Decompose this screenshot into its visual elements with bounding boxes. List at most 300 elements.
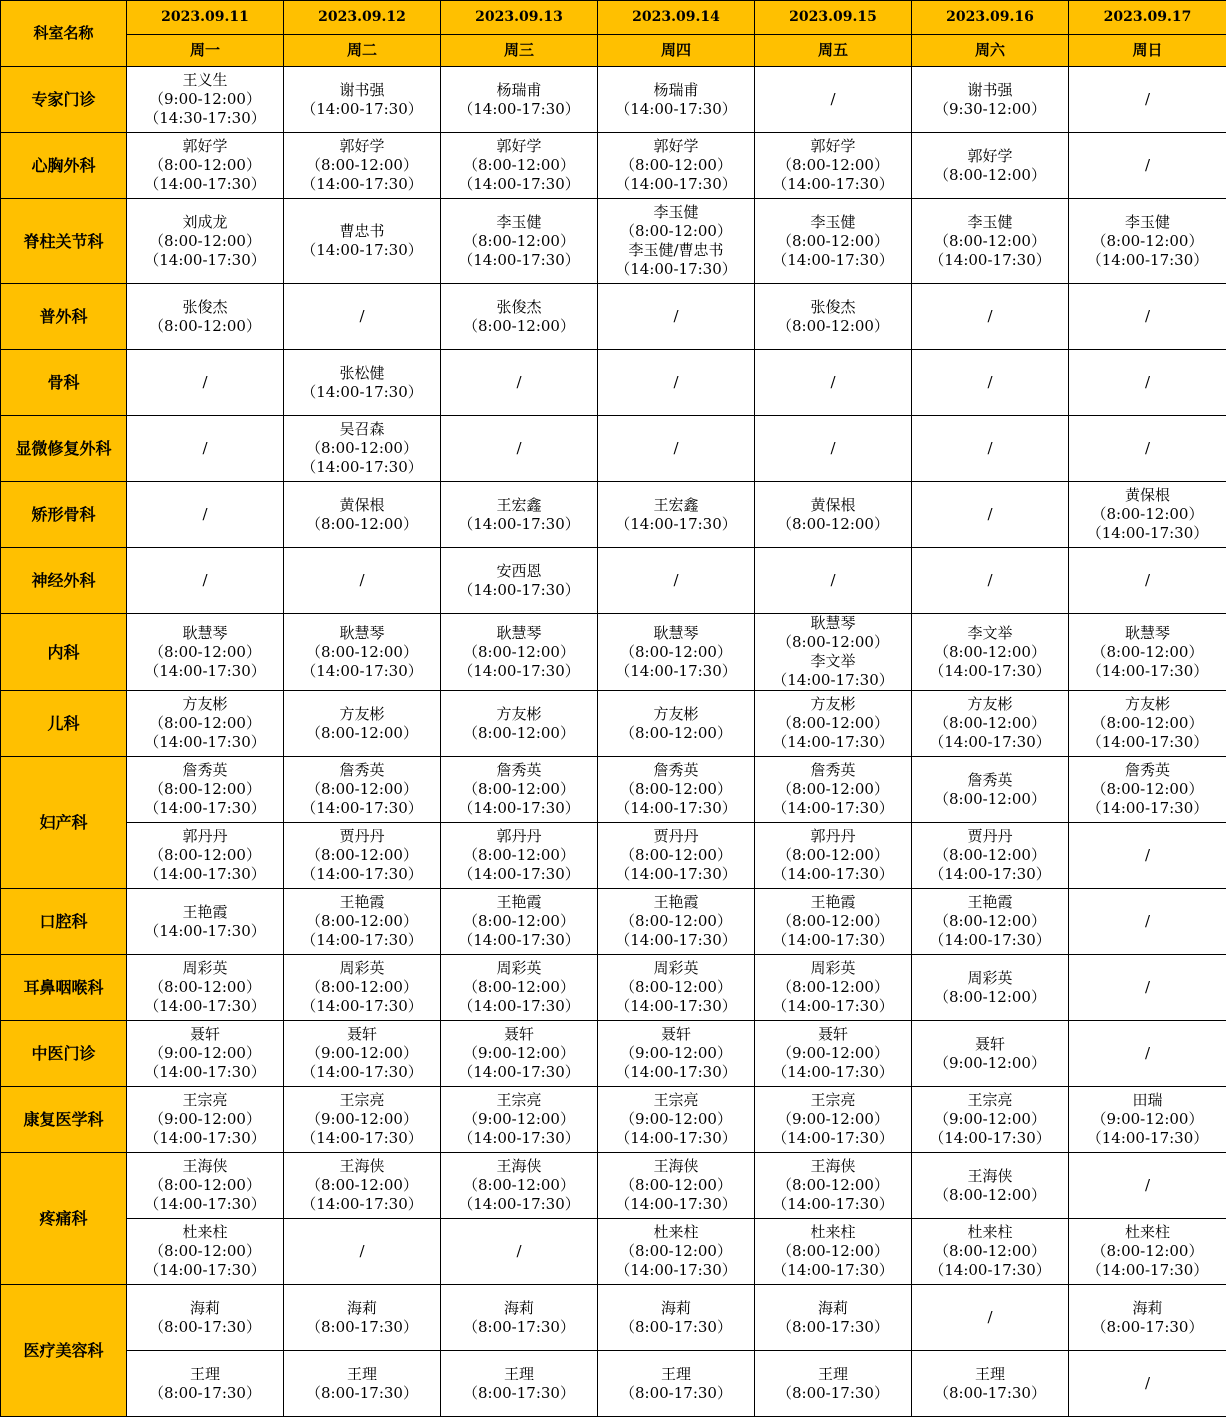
schedule-cell	[598, 691, 755, 757]
schedule-cell-text: 方友彬 （8:00-12:00） （14:00-17:30）	[755, 695, 911, 752]
schedule-cell-text: 王海侠 （8:00-12:00） （14:00-17:30）	[755, 1157, 911, 1214]
schedule-cell	[284, 1351, 441, 1417]
schedule-cell-text: 杜来柱 （8:00-12:00） （14:00-17:30）	[127, 1223, 283, 1280]
schedule-cell-text: 方友彬 （8:00-12:00）	[284, 705, 440, 743]
schedule-cell	[127, 1087, 284, 1153]
schedule-cell	[1069, 757, 1226, 823]
schedule-cell-text: /	[284, 571, 440, 590]
schedule-cell	[284, 1285, 441, 1351]
schedule-cell-text: /	[755, 571, 911, 590]
schedule-cell-text: 李玉健 （8:00-12:00） （14:00-17:30）	[912, 213, 1068, 270]
date-header: 2023.09.13	[441, 1, 598, 35]
schedule-cell	[598, 1021, 755, 1087]
schedule-cell	[912, 1087, 1069, 1153]
schedule-cell	[598, 548, 755, 614]
schedule-cell-text: 黄保根 （8:00-12:00） （14:00-17:30）	[1069, 486, 1226, 543]
schedule-row	[1, 823, 1226, 889]
weekday-header: 周三	[441, 35, 598, 67]
department-name: 矫形骨科	[1, 482, 127, 548]
schedule-cell	[441, 416, 598, 482]
schedule-cell	[284, 691, 441, 757]
schedule-cell-text: /	[127, 439, 283, 458]
department-name: 心胸外科	[1, 133, 127, 199]
schedule-cell	[912, 823, 1069, 889]
weekday-header: 周六	[912, 35, 1069, 67]
date-header: 2023.09.12	[284, 1, 441, 35]
schedule-cell-text: 方友彬 （8:00-12:00） （14:00-17:30）	[1069, 695, 1226, 752]
schedule-cell-text: 王宗亮 （9:00-12:00） （14:00-17:30）	[127, 1091, 283, 1148]
schedule-cell-text: 李文举 （8:00-12:00） （14:00-17:30）	[912, 624, 1068, 681]
schedule-cell-text: 詹秀英 （8:00-12:00） （14:00-17:30）	[755, 761, 911, 818]
schedule-cell	[912, 67, 1069, 133]
schedule-cell	[755, 199, 912, 284]
schedule-cell-text: 郭好学 （8:00-12:00） （14:00-17:30）	[284, 137, 440, 194]
schedule-cell-text: /	[1069, 1044, 1226, 1063]
schedule-cell	[441, 350, 598, 416]
schedule-cell-text: 王宗亮 （9:00-12:00） （14:00-17:30）	[284, 1091, 440, 1148]
schedule-cell-text: 王海侠 （8:00-12:00） （14:00-17:30）	[441, 1157, 597, 1214]
schedule-cell-text: 张俊杰 （8:00-12:00）	[441, 298, 597, 336]
schedule-cell-text: 郭丹丹 （8:00-12:00） （14:00-17:30）	[441, 827, 597, 884]
schedule-cell-text: /	[1069, 846, 1226, 865]
schedule-cell	[284, 889, 441, 955]
schedule-cell	[284, 1087, 441, 1153]
schedule-cell	[1069, 548, 1226, 614]
schedule-cell	[127, 955, 284, 1021]
schedule-cell-text: 周彩英 （8:00-12:00） （14:00-17:30）	[127, 959, 283, 1016]
schedule-cell	[598, 757, 755, 823]
schedule-cell	[1069, 199, 1226, 284]
schedule-cell	[284, 350, 441, 416]
schedule-cell-text: 王海侠 （8:00-12:00） （14:00-17:30）	[598, 1157, 754, 1214]
schedule-cell-text: 杜来柱 （8:00-12:00） （14:00-17:30）	[1069, 1223, 1226, 1280]
schedule-cell	[912, 955, 1069, 1021]
schedule-cell-text: 方友彬 （8:00-12:00）	[598, 705, 754, 743]
schedule-cell-text: 王海侠 （8:00-12:00） （14:00-17:30）	[127, 1157, 283, 1214]
schedule-cell-text: 郭好学 （8:00-12:00） （14:00-17:30）	[127, 137, 283, 194]
schedule-cell-text: 杜来柱 （8:00-12:00） （14:00-17:30）	[598, 1223, 754, 1280]
schedule-cell-text: /	[1069, 1374, 1226, 1393]
schedule-cell	[127, 199, 284, 284]
schedule-cell	[755, 548, 912, 614]
schedule-cell	[127, 757, 284, 823]
schedule-cell	[127, 1285, 284, 1351]
schedule-cell-text: 郭好学 （8:00-12:00） （14:00-17:30）	[755, 137, 911, 194]
schedule-cell	[755, 823, 912, 889]
schedule-cell-text: 张俊杰 （8:00-12:00）	[127, 298, 283, 336]
schedule-cell	[755, 757, 912, 823]
schedule-cell	[755, 350, 912, 416]
schedule-cell-text: 杨瑞甫 （14:00-17:30）	[598, 81, 754, 119]
schedule-cell-text: 王理 （8:00-17:30）	[912, 1365, 1068, 1403]
schedule-cell-text: /	[755, 373, 911, 392]
schedule-cell	[284, 955, 441, 1021]
schedule-cell-text: 周彩英 （8:00-12:00） （14:00-17:30）	[441, 959, 597, 1016]
department-name: 妇产科	[1, 757, 127, 889]
department-name: 骨科	[1, 350, 127, 416]
schedule-cell	[1069, 416, 1226, 482]
schedule-row	[1, 889, 1226, 955]
schedule-cell	[598, 1087, 755, 1153]
header-date-row	[1, 1, 1226, 35]
schedule-cell-text: 聂轩 （9:00-12:00） （14:00-17:30）	[755, 1025, 911, 1082]
schedule-cell	[441, 1021, 598, 1087]
schedule-cell-text: 郭丹丹 （8:00-12:00） （14:00-17:30）	[127, 827, 283, 884]
schedule-cell	[912, 889, 1069, 955]
schedule-cell-text: /	[912, 505, 1068, 524]
schedule-cell	[598, 482, 755, 548]
schedule-cell	[284, 1153, 441, 1219]
schedule-cell-text: 海莉 （8:00-17:30）	[1069, 1299, 1226, 1337]
schedule-cell-text: 王义生 （9:00-12:00） （14:30-17:30）	[127, 71, 283, 128]
schedule-cell	[755, 1351, 912, 1417]
date-header: 2023.09.11	[127, 1, 284, 35]
schedule-cell	[441, 614, 598, 691]
schedule-cell-text: 耿慧琴 （8:00-12:00） （14:00-17:30）	[127, 624, 283, 681]
schedule-cell-text: 杜来柱 （8:00-12:00） （14:00-17:30）	[755, 1223, 911, 1280]
schedule-cell-text: 耿慧琴 （8:00-12:00） （14:00-17:30）	[598, 624, 754, 681]
schedule-cell-text: /	[912, 307, 1068, 326]
schedule-cell-text: 李玉健 （8:00-12:00） （14:00-17:30）	[1069, 213, 1226, 270]
schedule-cell-text: 李玉健 （8:00-12:00） （14:00-17:30）	[755, 213, 911, 270]
schedule-cell-text: 刘成龙 （8:00-12:00） （14:00-17:30）	[127, 213, 283, 270]
schedule-cell-text: 方友彬 （8:00-12:00） （14:00-17:30）	[912, 695, 1068, 752]
schedule-cell-text: 张松健 （14:00-17:30）	[284, 364, 440, 402]
schedule-row	[1, 1087, 1226, 1153]
schedule-cell-text: 王理 （8:00-17:30）	[127, 1365, 283, 1403]
schedule-cell-text: /	[441, 1242, 597, 1261]
schedule-cell	[127, 1021, 284, 1087]
schedule-cell	[1069, 955, 1226, 1021]
schedule-cell-text: /	[441, 439, 597, 458]
schedule-row	[1, 350, 1226, 416]
schedule-row	[1, 199, 1226, 284]
schedule-cell-text: 聂轩 （9:00-12:00） （14:00-17:30）	[284, 1025, 440, 1082]
corner-header: 科室名称	[1, 1, 127, 67]
schedule-cell	[1069, 1351, 1226, 1417]
schedule-cell	[598, 67, 755, 133]
schedule-cell	[755, 1153, 912, 1219]
weekday-header: 周五	[755, 35, 912, 67]
schedule-cell	[598, 350, 755, 416]
schedule-cell	[1069, 614, 1226, 691]
schedule-cell-text: 贾丹丹 （8:00-12:00） （14:00-17:30）	[284, 827, 440, 884]
schedule-cell-text: /	[1069, 156, 1226, 175]
schedule-cell-text: 郭好学 （8:00-12:00） （14:00-17:30）	[598, 137, 754, 194]
department-name: 神经外科	[1, 548, 127, 614]
schedule-cell-text: 王宏鑫 （14:00-17:30）	[598, 496, 754, 534]
schedule-cell	[598, 133, 755, 199]
schedule-cell	[912, 1021, 1069, 1087]
schedule-cell	[441, 1087, 598, 1153]
schedule-cell-text: 王宗亮 （9:00-12:00） （14:00-17:30）	[598, 1091, 754, 1148]
date-header: 2023.09.15	[755, 1, 912, 35]
schedule-cell	[1069, 1219, 1226, 1285]
schedule-cell	[912, 1351, 1069, 1417]
schedule-cell-text: 耿慧琴 （8:00-12:00） 李文举 （14:00-17:30）	[755, 614, 911, 690]
schedule-cell-text: 海莉 （8:00-17:30）	[441, 1299, 597, 1337]
schedule-cell-text: 谢书强 （9:30-12:00）	[912, 81, 1068, 119]
schedule-cell	[284, 284, 441, 350]
schedule-cell-text: 郭丹丹 （8:00-12:00） （14:00-17:30）	[755, 827, 911, 884]
schedule-cell-text: /	[127, 373, 283, 392]
schedule-cell-text: /	[1069, 307, 1226, 326]
schedule-cell	[598, 416, 755, 482]
schedule-cell-text: 耿慧琴 （8:00-12:00） （14:00-17:30）	[284, 624, 440, 681]
schedule-cell	[127, 548, 284, 614]
schedule-row	[1, 416, 1226, 482]
department-name: 普外科	[1, 284, 127, 350]
schedule-cell	[127, 1153, 284, 1219]
schedule-cell-text: /	[598, 307, 754, 326]
schedule-cell-text: 吴召森 （8:00-12:00） （14:00-17:30）	[284, 420, 440, 477]
schedule-cell	[1069, 1153, 1226, 1219]
department-name: 专家门诊	[1, 67, 127, 133]
schedule-cell	[1069, 823, 1226, 889]
schedule-cell-text: /	[1069, 571, 1226, 590]
schedule-cell	[912, 548, 1069, 614]
schedule-cell-text: 王艳霞 （8:00-12:00） （14:00-17:30）	[284, 893, 440, 950]
schedule-cell	[284, 67, 441, 133]
schedule-cell	[127, 1351, 284, 1417]
schedule-cell	[912, 284, 1069, 350]
schedule-cell-text: /	[1069, 373, 1226, 392]
schedule-cell	[598, 955, 755, 1021]
schedule-cell-text: 周彩英 （8:00-12:00） （14:00-17:30）	[284, 959, 440, 1016]
schedule-cell	[441, 889, 598, 955]
schedule-row	[1, 133, 1226, 199]
schedule-cell-text: 詹秀英 （8:00-12:00） （14:00-17:30）	[127, 761, 283, 818]
schedule-cell-text: /	[441, 373, 597, 392]
department-name: 脊柱关节科	[1, 199, 127, 284]
schedule-cell	[912, 1219, 1069, 1285]
weekday-header: 周四	[598, 35, 755, 67]
schedule-cell-text: 海莉 （8:00-17:30）	[755, 1299, 911, 1337]
schedule-cell-text: 聂轩 （9:00-12:00） （14:00-17:30）	[127, 1025, 283, 1082]
schedule-cell	[127, 350, 284, 416]
schedule-cell	[598, 199, 755, 284]
schedule-cell	[912, 691, 1069, 757]
schedule-row	[1, 1285, 1226, 1351]
date-header: 2023.09.16	[912, 1, 1069, 35]
schedule-cell-text: /	[912, 1308, 1068, 1327]
schedule-row	[1, 67, 1226, 133]
schedule-cell	[284, 614, 441, 691]
schedule-cell	[598, 614, 755, 691]
schedule-cell-text: 郭好学 （8:00-12:00） （14:00-17:30）	[441, 137, 597, 194]
schedule-cell-text: /	[1069, 912, 1226, 931]
schedule-cell-text: /	[598, 439, 754, 458]
schedule-cell	[755, 284, 912, 350]
schedule-cell-text: 詹秀英 （8:00-12:00） （14:00-17:30）	[598, 761, 754, 818]
department-name: 显微修复外科	[1, 416, 127, 482]
schedule-cell	[755, 1285, 912, 1351]
schedule-cell-text: 郭好学 （8:00-12:00）	[912, 147, 1068, 185]
schedule-cell-text: 海莉 （8:00-17:30）	[284, 1299, 440, 1337]
schedule-cell	[441, 691, 598, 757]
schedule-cell	[1069, 1021, 1226, 1087]
schedule-cell-text: 王艳霞 （8:00-12:00） （14:00-17:30）	[912, 893, 1068, 950]
schedule-cell	[127, 614, 284, 691]
schedule-row	[1, 548, 1226, 614]
schedule-cell-text: 王艳霞 （8:00-12:00） （14:00-17:30）	[441, 893, 597, 950]
schedule-row	[1, 1219, 1226, 1285]
schedule-row	[1, 757, 1226, 823]
schedule-cell	[441, 757, 598, 823]
schedule-cell-text: 王理 （8:00-17:30）	[598, 1365, 754, 1403]
schedule-cell	[441, 1351, 598, 1417]
schedule-cell	[755, 691, 912, 757]
schedule-cell-text: /	[1069, 439, 1226, 458]
schedule-cell-text: /	[912, 373, 1068, 392]
schedule-cell	[912, 350, 1069, 416]
schedule-row	[1, 482, 1226, 548]
schedule-cell	[912, 133, 1069, 199]
schedule-cell-text: 周彩英 （8:00-12:00） （14:00-17:30）	[755, 959, 911, 1016]
schedule-cell-text: 王宏鑫 （14:00-17:30）	[441, 496, 597, 534]
schedule-cell-text: /	[598, 373, 754, 392]
schedule-cell	[441, 67, 598, 133]
schedule-cell-text: /	[912, 571, 1068, 590]
schedule-cell	[755, 482, 912, 548]
date-header: 2023.09.17	[1069, 1, 1226, 35]
schedule-cell-text: /	[1069, 1176, 1226, 1195]
department-name: 内科	[1, 614, 127, 691]
schedule-cell	[1069, 284, 1226, 350]
schedule-cell	[441, 1153, 598, 1219]
department-name: 康复医学科	[1, 1087, 127, 1153]
schedule-cell-text: 王艳霞 （14:00-17:30）	[127, 903, 283, 941]
schedule-cell	[127, 889, 284, 955]
schedule-cell-text: 王艳霞 （8:00-12:00） （14:00-17:30）	[598, 893, 754, 950]
schedule-cell	[598, 1351, 755, 1417]
schedule-cell	[755, 889, 912, 955]
schedule-cell-text: 谢书强 （14:00-17:30）	[284, 81, 440, 119]
schedule-cell	[755, 1021, 912, 1087]
schedule-cell	[912, 614, 1069, 691]
schedule-cell	[284, 199, 441, 284]
schedule-row	[1, 691, 1226, 757]
schedule-cell	[1069, 350, 1226, 416]
header-weekday-row	[1, 35, 1226, 67]
schedule-row	[1, 955, 1226, 1021]
schedule-cell-text: 王艳霞 （8:00-12:00） （14:00-17:30）	[755, 893, 911, 950]
schedule-cell-text: 黄保根 （8:00-12:00）	[284, 496, 440, 534]
schedule-cell-text: 安西恩 （14:00-17:30）	[441, 562, 597, 600]
schedule-cell-text: 王海侠 （8:00-12:00） （14:00-17:30）	[284, 1157, 440, 1214]
schedule-cell-text: 张俊杰 （8:00-12:00）	[755, 298, 911, 336]
schedule-cell	[598, 1219, 755, 1285]
schedule-cell-text: /	[755, 90, 911, 109]
schedule-cell	[441, 133, 598, 199]
schedule-cell	[127, 691, 284, 757]
schedule-cell	[441, 1219, 598, 1285]
schedule-row	[1, 614, 1226, 691]
schedule-cell	[1069, 1285, 1226, 1351]
schedule-cell-text: 贾丹丹 （8:00-12:00） （14:00-17:30）	[912, 827, 1068, 884]
weekday-header: 周一	[127, 35, 284, 67]
department-name: 医疗美容科	[1, 1285, 127, 1417]
schedule-cell	[1069, 67, 1226, 133]
schedule-cell	[912, 199, 1069, 284]
schedule-cell	[1069, 691, 1226, 757]
schedule-cell-text: 詹秀英 （8:00-12:00） （14:00-17:30）	[441, 761, 597, 818]
schedule-cell	[284, 548, 441, 614]
schedule-cell-text: 方友彬 （8:00-12:00） （14:00-17:30）	[127, 695, 283, 752]
schedule-cell	[1069, 1087, 1226, 1153]
schedule-cell-text: /	[284, 307, 440, 326]
schedule-cell-text: /	[284, 1242, 440, 1261]
schedule-cell	[912, 1285, 1069, 1351]
schedule-cell-text: 黄保根 （8:00-12:00）	[755, 496, 911, 534]
schedule-cell-text: /	[912, 439, 1068, 458]
schedule-cell	[127, 284, 284, 350]
schedule-cell-text: 海莉 （8:00-17:30）	[127, 1299, 283, 1337]
schedule-cell-text: 王宗亮 （9:00-12:00） （14:00-17:30）	[441, 1091, 597, 1148]
schedule-cell-text: 李玉健 （8:00-12:00） （14:00-17:30）	[441, 213, 597, 270]
schedule-cell	[598, 889, 755, 955]
schedule-cell-text: 耿慧琴 （8:00-12:00） （14:00-17:30）	[1069, 624, 1226, 681]
schedule-cell	[284, 757, 441, 823]
schedule-cell-text: /	[1069, 978, 1226, 997]
department-name: 疼痛科	[1, 1153, 127, 1285]
schedule-cell	[1069, 133, 1226, 199]
schedule-cell-text: 周彩英 （8:00-12:00）	[912, 969, 1068, 1007]
schedule-cell-text: 田瑞 （9:00-12:00） （14:00-17:30）	[1069, 1091, 1226, 1148]
schedule-cell-text: 方友彬 （8:00-12:00）	[441, 705, 597, 743]
schedule-cell-text: /	[127, 571, 283, 590]
schedule-cell	[441, 199, 598, 284]
schedule-cell	[441, 548, 598, 614]
schedule-cell-text: /	[1069, 90, 1226, 109]
schedule-cell-text: 詹秀英 （8:00-12:00）	[912, 771, 1068, 809]
department-name: 中医门诊	[1, 1021, 127, 1087]
schedule-row	[1, 1351, 1226, 1417]
schedule-cell	[755, 1087, 912, 1153]
schedule-cell-text: 耿慧琴 （8:00-12:00） （14:00-17:30）	[441, 624, 597, 681]
schedule-cell-text: 海莉 （8:00-17:30）	[598, 1299, 754, 1337]
schedule-cell	[284, 1219, 441, 1285]
schedule-cell	[441, 1285, 598, 1351]
schedule-cell-text: 周彩英 （8:00-12:00） （14:00-17:30）	[598, 959, 754, 1016]
schedule-cell	[755, 955, 912, 1021]
schedule-cell	[912, 757, 1069, 823]
schedule-cell-text: 李玉健 （8:00-12:00） 李玉健/曹忠书 （14:00-17:30）	[598, 203, 754, 279]
weekday-header: 周日	[1069, 35, 1226, 67]
schedule-cell	[755, 614, 912, 691]
schedule-cell	[127, 482, 284, 548]
schedule-cell	[284, 823, 441, 889]
schedule-cell-text: /	[598, 571, 754, 590]
schedule-cell	[598, 284, 755, 350]
schedule-row	[1, 1021, 1226, 1087]
schedule-cell	[755, 133, 912, 199]
schedule-cell	[598, 1153, 755, 1219]
schedule-cell-text: 詹秀英 （8:00-12:00） （14:00-17:30）	[1069, 761, 1226, 818]
schedule-cell	[127, 67, 284, 133]
schedule-cell	[441, 823, 598, 889]
department-name: 口腔科	[1, 889, 127, 955]
schedule-cell	[755, 416, 912, 482]
schedule-cell	[755, 1219, 912, 1285]
schedule-cell-text: 王宗亮 （9:00-12:00） （14:00-17:30）	[912, 1091, 1068, 1148]
schedule-cell	[127, 823, 284, 889]
date-header: 2023.09.14	[598, 1, 755, 35]
schedule-cell	[284, 482, 441, 548]
schedule-cell	[127, 416, 284, 482]
schedule-cell-text: 王海侠 （8:00-12:00）	[912, 1167, 1068, 1205]
schedule-cell	[912, 416, 1069, 482]
